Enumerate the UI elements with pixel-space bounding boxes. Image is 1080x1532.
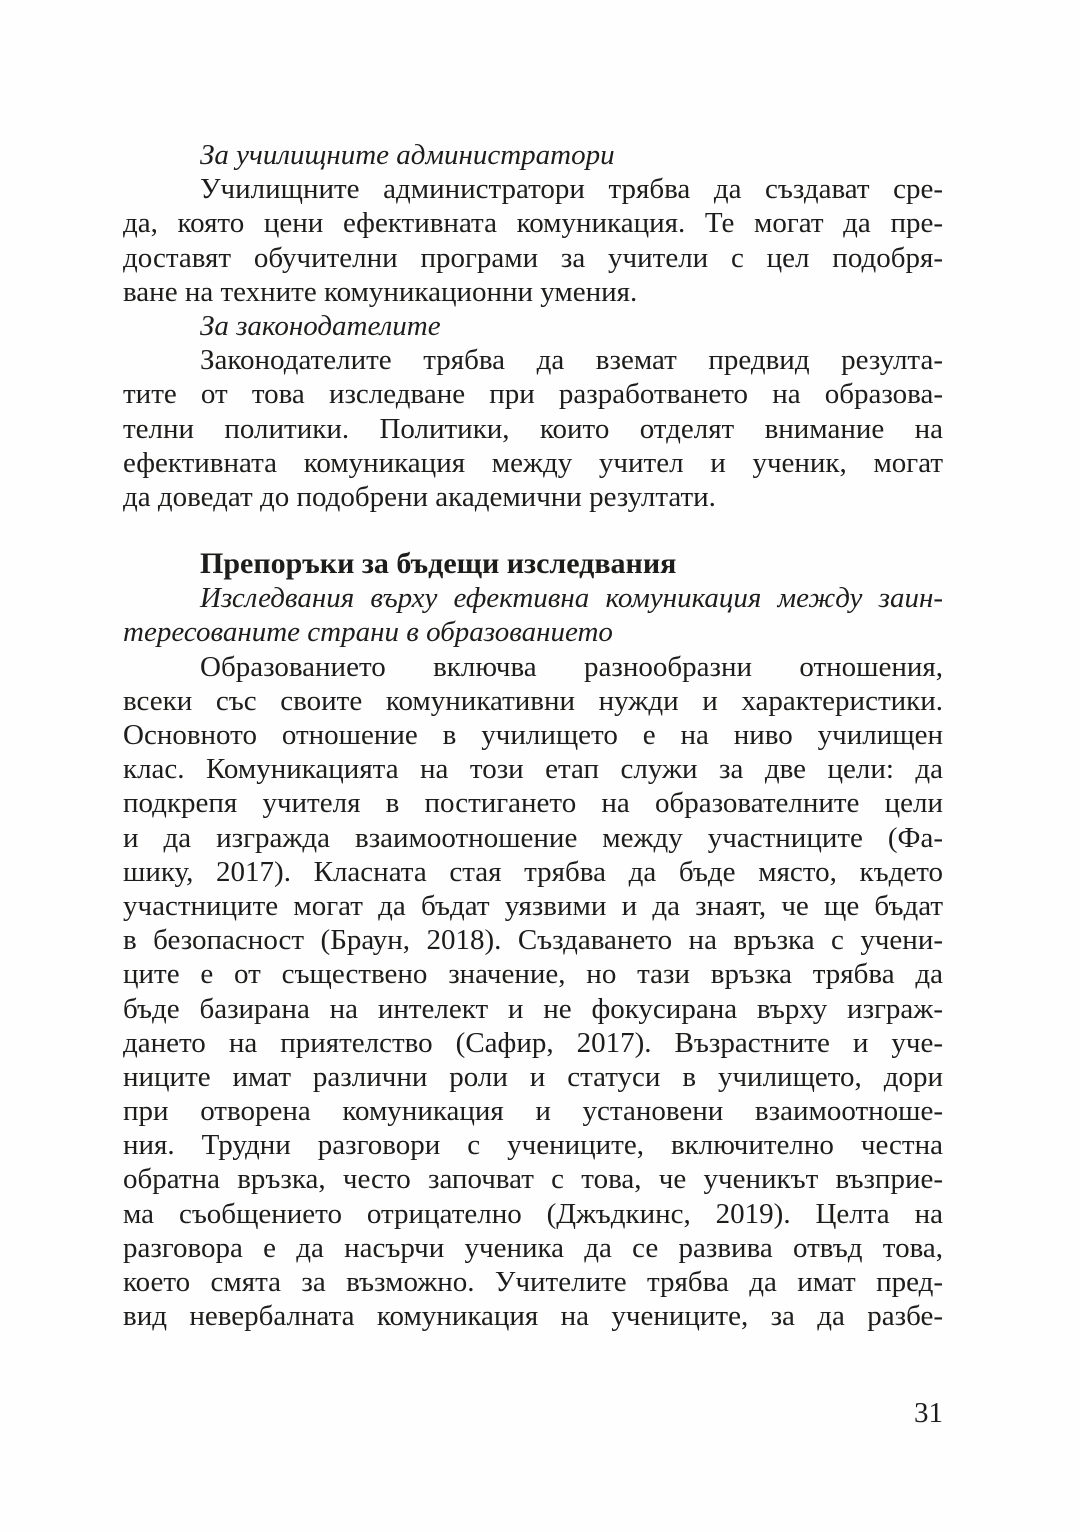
paragraph-school-administrators: [123, 172, 943, 309]
page-content: [123, 138, 943, 1333]
page-number: 31: [914, 1397, 943, 1429]
text-line: при отворена комуникация и установени взаимоотноше-: [123, 1095, 943, 1128]
text-line: Препоръки за бъдещи изследвания: [200, 547, 677, 581]
text-line: Законодателите трябва да вземат предвид резулта-: [200, 344, 943, 377]
text-line: тересованите страни в образованието: [123, 616, 613, 649]
text-line: Образованието включва разнообразни отношения,: [200, 650, 943, 683]
text-line: За училищните администратори: [200, 139, 615, 171]
text-line: участниците могат да бъдат уязвими и да знаят, че ще бъдат: [123, 889, 943, 922]
text-line: бъде базирана на интелект и не фокусирана върху изграж-: [123, 992, 943, 1025]
text-line: ма съобщението отрицателно (Джъдкинс, 2019). Целта на: [123, 1197, 943, 1230]
text-line: в безопасност (Браун, 2018). Създаването на връзка с учени-: [123, 924, 943, 957]
text-line: вид невербалната комуникация на учениците, за да разбе-: [123, 1300, 943, 1333]
text-line: подкрепя учителя в постигането на образователните цели: [123, 787, 943, 820]
text-line: ване на техните комуникационни умения.: [123, 275, 638, 308]
subheading-school-administrators: [123, 138, 943, 172]
paragraph-education-relationships: [123, 650, 943, 1334]
text-line: телни политики. Политики, които отделят внимание на: [123, 412, 943, 445]
subheading-legislators: [123, 309, 943, 343]
text-line: клас. Комуникацията на този етап служи за две цели: да: [123, 753, 943, 786]
subheading-stakeholder-communication-research: [123, 581, 943, 649]
text-line: разговора е да насърчи ученика да се развива отвъд това,: [123, 1231, 943, 1264]
text-line: и да изгражда взаимоотношение между участниците (Фа-: [123, 821, 943, 854]
text-line: всеки със своите комуникативни нужди и характеристики.: [123, 684, 943, 717]
text-line: ния. Трудни разговори с учениците, включително честна: [123, 1129, 943, 1162]
text-line: ците е от съществено значение, но тази връзка трябва да: [123, 958, 943, 991]
text-line: да, която цени ефективната комуникация. Те могат да пре-: [123, 207, 943, 240]
text-line: да доведат до подобрени академични резултати.: [123, 480, 716, 513]
text-line: дането на приятелство (Сафир, 2017). Възрастните и уче-: [123, 1026, 943, 1059]
text-line: обратна връзка, често започват с това, че ученикът възприе-: [123, 1163, 943, 1196]
text-line: Изследвания върху ефективна комуникация между заин-: [200, 582, 943, 615]
heading-future-research-recommendations: [123, 547, 943, 581]
paragraph-legislators: [123, 343, 943, 514]
text-line: За законодателите: [200, 309, 441, 342]
text-line: ефективната комуникация между учител и ученик, могат: [123, 446, 943, 479]
text-line: тите от това изследване при разработването на образова-: [123, 378, 943, 411]
text-line: ниците имат различни роли и статуси в училището, дори: [123, 1060, 943, 1093]
text-line: което смята за възможно. Учителите трябва да имат пред-: [123, 1266, 943, 1298]
text-line: Основното отношение в училището е на ниво училищен: [123, 719, 943, 751]
text-line: Училищните администратори трябва да създават сре-: [200, 173, 943, 206]
text-line: шику, 2017). Класната стая трябва да бъде място, където: [123, 855, 943, 888]
text-line: доставят обучителни програми за учители с цел подобря-: [123, 241, 943, 274]
